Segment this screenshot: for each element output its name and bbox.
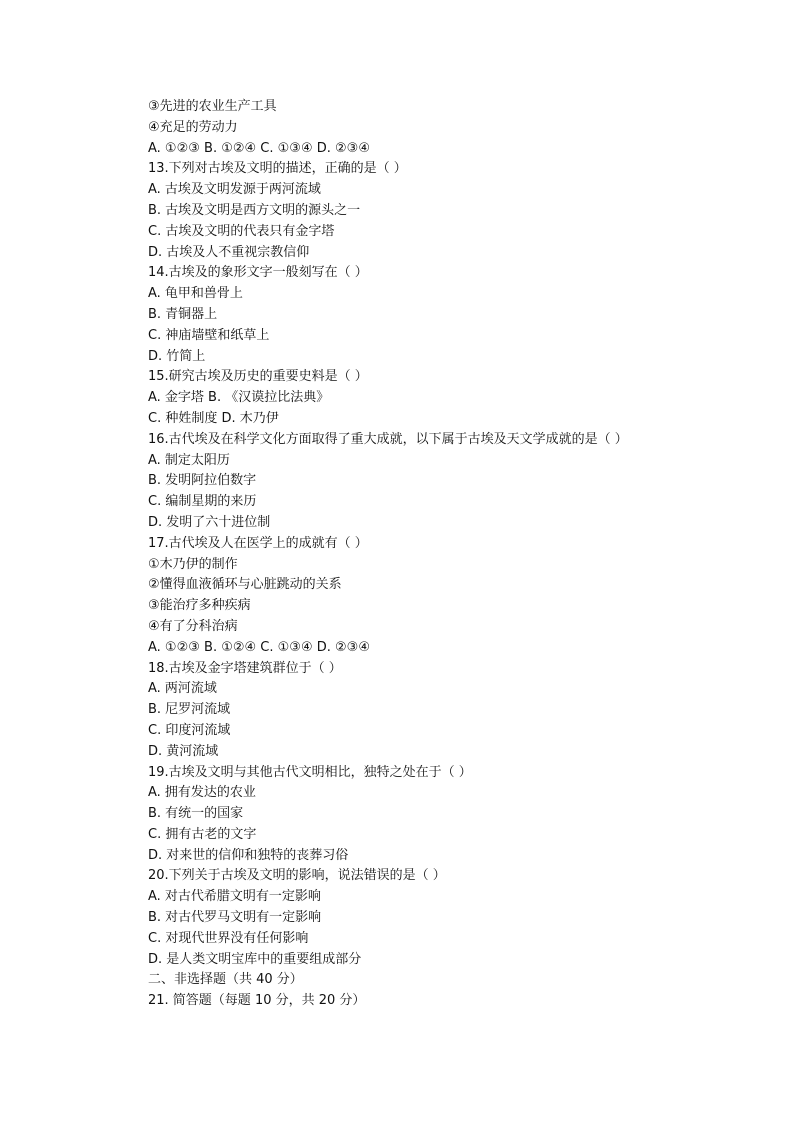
text-line: B. 尼罗河流域	[148, 702, 231, 718]
text-line: C. 对现代世界没有任何影响	[148, 930, 309, 946]
text-line: ③先进的农业生产工具	[148, 99, 277, 114]
text-line: 13.下列对古埃及文明的描述，正确的是（ ）	[148, 161, 407, 177]
text-line: 20.下列关于古埃及文明的影响，说法错误的是（ ）	[148, 868, 446, 884]
text-line: 16.古代埃及在科学文化方面取得了重大成就，以下属于古埃及天文学成就的是（ ）	[148, 431, 628, 447]
text-line: 二、非选择题（共 40 分）	[148, 972, 303, 988]
text-line: A. 两河流域	[148, 681, 217, 697]
text-line: 21. 简答题（每题 10 分，共 20 分）	[148, 993, 366, 1009]
text-line: B. 青铜器上	[148, 306, 218, 322]
text-line: B. 古埃及文明是西方文明的源头之一	[148, 202, 361, 218]
text-line: A. 制定太阳历	[148, 452, 230, 468]
text-line: C. 神庙墙壁和纸草上	[148, 327, 270, 343]
text-line: ③能治疗多种疾病	[148, 598, 251, 614]
text-line: D. 发明了六十进位制	[148, 514, 271, 530]
text-line: 18.古埃及金字塔建筑群位于（ ）	[148, 660, 342, 676]
text-line: ④充足的劳动力	[148, 119, 238, 135]
text-line: A. 对古代希腊文明有一定影响	[148, 889, 321, 905]
exam-page	[148, 97, 708, 1012]
text-line: 14.古埃及的象形文字一般刻写在（ ）	[148, 265, 368, 281]
text-line: C. 编制星期的来历	[148, 494, 257, 510]
text-line: 17.古代埃及人在医学上的成就有（ ）	[148, 535, 368, 551]
text-line: C. 拥有古老的文字	[148, 826, 257, 842]
text-line: ①木乃伊的制作	[148, 556, 238, 572]
text-line: C. 印度河流域	[148, 722, 231, 738]
text-line: D. 是人类文明宝库中的重要组成部分	[148, 951, 362, 967]
text-line: D. 古埃及人不重视宗教信仰	[148, 244, 310, 260]
text-line: 19.古埃及文明与其他古代文明相比，独特之处在于（ ）	[148, 764, 472, 780]
text-line: B. 有统一的国家	[148, 806, 244, 822]
text-line: A. 古埃及文明发源于两河流域	[148, 182, 321, 198]
text-line: 15.研究古埃及历史的重要史料是（ ）	[148, 369, 368, 385]
text-line: A. ①②③ B. ①②④ C. ①③④ D. ②③④	[148, 639, 370, 655]
text-line: A. 龟甲和兽骨上	[148, 286, 243, 302]
text-line: A. 金字塔 B. 《汉谟拉比法典》	[148, 390, 330, 406]
text-line: C. 种姓制度 D. 木乃伊	[148, 410, 279, 426]
text-line: ④有了分科治病	[148, 618, 238, 634]
text-line: C. 古埃及文明的代表只有金字塔	[148, 223, 335, 239]
text-line: A. ①②③ B. ①②④ C. ①③④ D. ②③④	[148, 140, 370, 156]
text-line: B. 对古代罗马文明有一定影响	[148, 910, 322, 926]
text-line: ②懂得血液循环与心脏跳动的关系	[148, 577, 342, 593]
text-line: D. 对来世的信仰和独特的丧葬习俗	[148, 847, 349, 863]
text-line: B. 发明阿拉伯数字	[148, 473, 257, 489]
text-line: D. 竹简上	[148, 348, 206, 364]
text-line: D. 黄河流域	[148, 743, 219, 759]
text-line: A. 拥有发达的农业	[148, 785, 256, 801]
